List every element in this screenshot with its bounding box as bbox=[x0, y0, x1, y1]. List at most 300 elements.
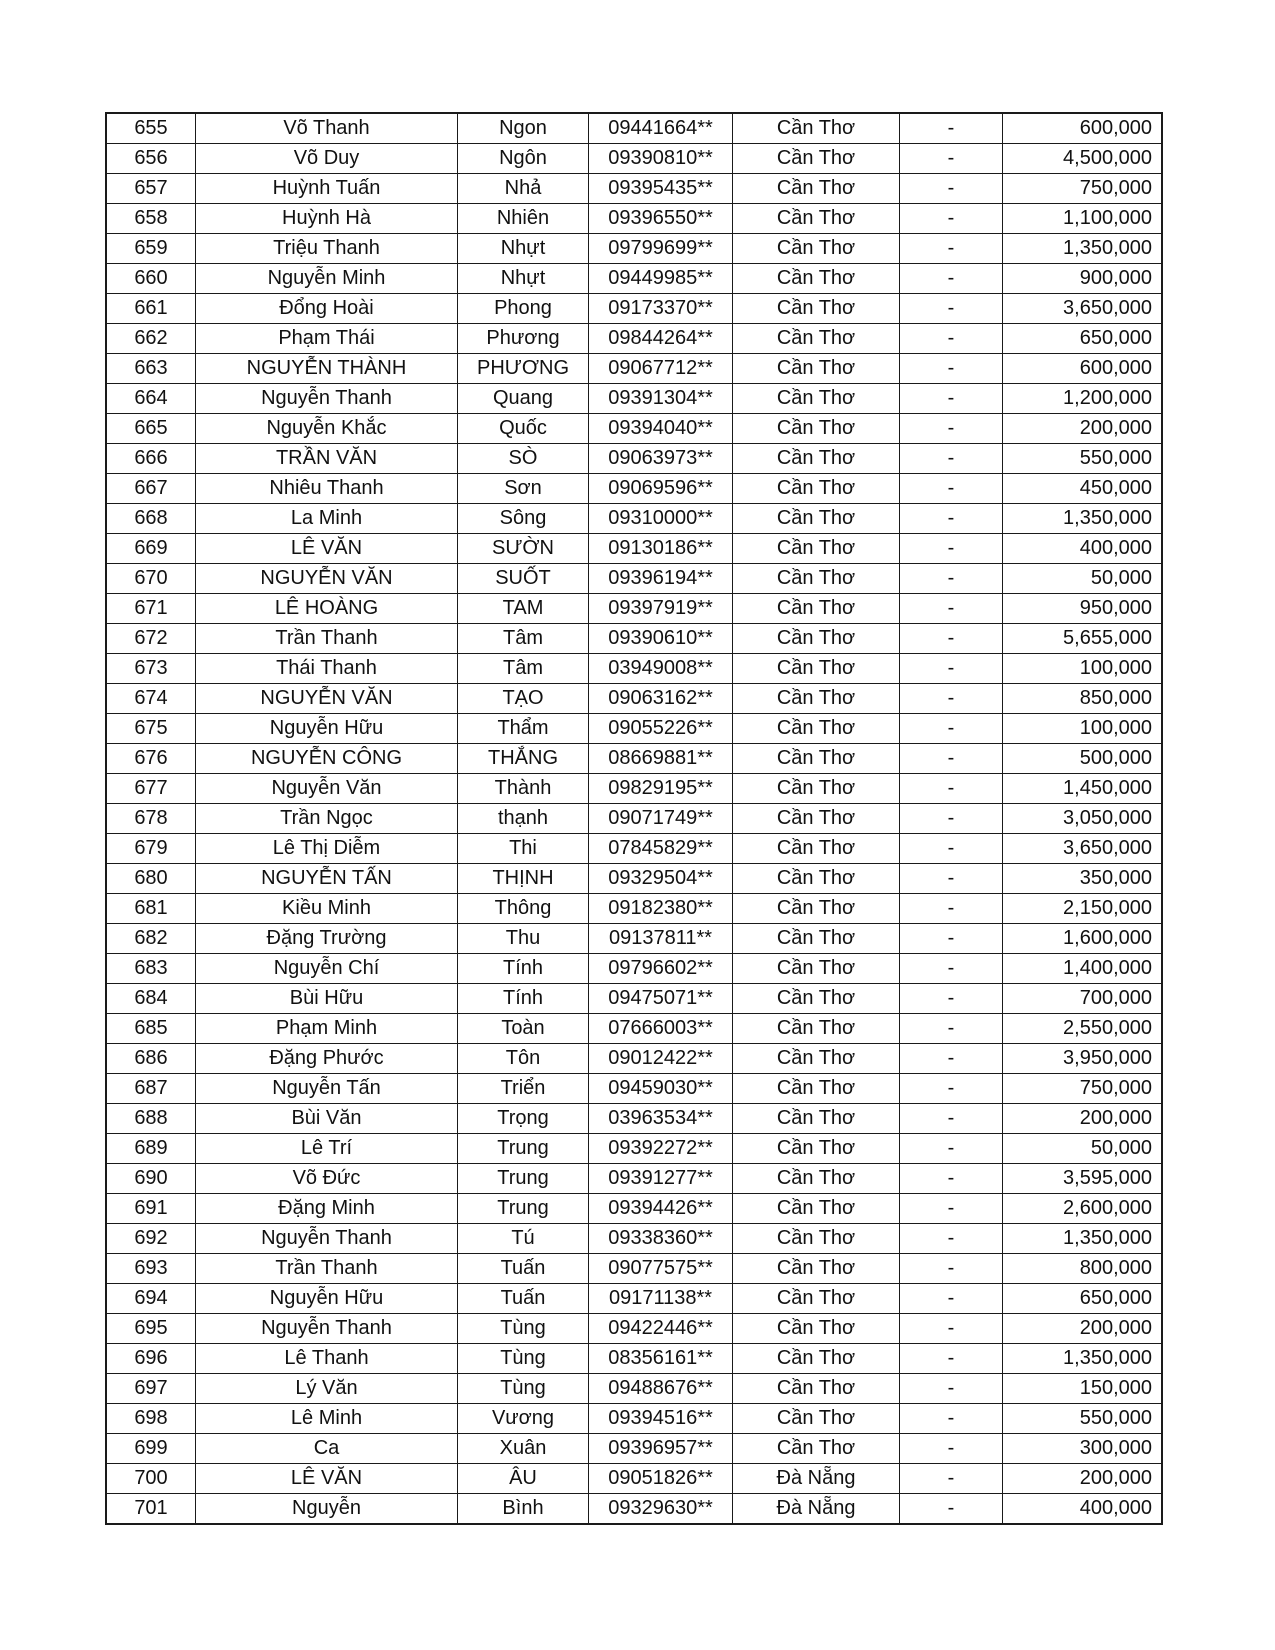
note-cell: - bbox=[900, 144, 1003, 174]
note-cell: - bbox=[900, 714, 1003, 744]
last-name-cell: Đặng Phước bbox=[196, 1044, 458, 1074]
phone-number-cell: 09397919** bbox=[589, 594, 733, 624]
phone-number-cell: 09051826** bbox=[589, 1464, 733, 1494]
last-name-cell: Ca bbox=[196, 1434, 458, 1464]
amount-cell: 900,000 bbox=[1003, 264, 1163, 294]
phone-number-cell: 09310000** bbox=[589, 504, 733, 534]
amount-cell: 200,000 bbox=[1003, 1464, 1163, 1494]
table-row bbox=[106, 1284, 1162, 1314]
row-number-cell: 695 bbox=[106, 1314, 196, 1344]
amount-cell: 650,000 bbox=[1003, 1284, 1163, 1314]
table-row bbox=[106, 924, 1162, 954]
table-row bbox=[106, 834, 1162, 864]
first-name-cell: THỊNH bbox=[458, 864, 589, 894]
first-name-cell: SUỐT bbox=[458, 564, 589, 594]
city-cell: Cần Thơ bbox=[733, 774, 900, 804]
table-row bbox=[106, 1494, 1162, 1525]
first-name-cell: Tuấn bbox=[458, 1254, 589, 1284]
amount-cell: 1,350,000 bbox=[1003, 504, 1163, 534]
last-name-cell: NGUYỄN VĂN bbox=[196, 684, 458, 714]
phone-number-cell: 09069596** bbox=[589, 474, 733, 504]
note-cell: - bbox=[900, 1074, 1003, 1104]
note-cell: - bbox=[900, 444, 1003, 474]
table-row bbox=[106, 1104, 1162, 1134]
city-cell: Cần Thơ bbox=[733, 1074, 900, 1104]
table-row bbox=[106, 1194, 1162, 1224]
amount-cell: 2,150,000 bbox=[1003, 894, 1163, 924]
note-cell: - bbox=[900, 1374, 1003, 1404]
last-name-cell: Nguyễn Thanh bbox=[196, 384, 458, 414]
table-row bbox=[106, 1374, 1162, 1404]
first-name-cell: Ngôn bbox=[458, 144, 589, 174]
phone-number-cell: 09394426** bbox=[589, 1194, 733, 1224]
amount-cell: 850,000 bbox=[1003, 684, 1163, 714]
first-name-cell: Bình bbox=[458, 1494, 589, 1525]
first-name-cell: thạnh bbox=[458, 804, 589, 834]
phone-number-cell: 09396194** bbox=[589, 564, 733, 594]
table-row bbox=[106, 564, 1162, 594]
row-number-cell: 660 bbox=[106, 264, 196, 294]
amount-cell: 950,000 bbox=[1003, 594, 1163, 624]
table-row bbox=[106, 984, 1162, 1014]
table-row bbox=[106, 864, 1162, 894]
phone-number-cell: 03963534** bbox=[589, 1104, 733, 1134]
amount-cell: 5,655,000 bbox=[1003, 624, 1163, 654]
table-row bbox=[106, 1314, 1162, 1344]
note-cell: - bbox=[900, 1224, 1003, 1254]
first-name-cell: Quốc bbox=[458, 414, 589, 444]
city-cell: Cần Thơ bbox=[733, 264, 900, 294]
first-name-cell: PHƯƠNG bbox=[458, 354, 589, 384]
phone-number-cell: 09475071** bbox=[589, 984, 733, 1014]
city-cell: Cần Thơ bbox=[733, 564, 900, 594]
first-name-cell: Phong bbox=[458, 294, 589, 324]
last-name-cell: NGUYỄN TẤN bbox=[196, 864, 458, 894]
last-name-cell: Huỳnh Hà bbox=[196, 204, 458, 234]
note-cell: - bbox=[900, 264, 1003, 294]
phone-number-cell: 09796602** bbox=[589, 954, 733, 984]
phone-number-cell: 09329504** bbox=[589, 864, 733, 894]
amount-cell: 3,950,000 bbox=[1003, 1044, 1163, 1074]
first-name-cell: Trọng bbox=[458, 1104, 589, 1134]
last-name-cell: Võ Duy bbox=[196, 144, 458, 174]
row-number-cell: 700 bbox=[106, 1464, 196, 1494]
last-name-cell: Nguyễn Văn bbox=[196, 774, 458, 804]
amount-cell: 550,000 bbox=[1003, 444, 1163, 474]
note-cell: - bbox=[900, 654, 1003, 684]
row-number-cell: 690 bbox=[106, 1164, 196, 1194]
amount-cell: 200,000 bbox=[1003, 1104, 1163, 1134]
note-cell: - bbox=[900, 324, 1003, 354]
note-cell: - bbox=[900, 113, 1003, 144]
first-name-cell: Vương bbox=[458, 1404, 589, 1434]
table-row bbox=[106, 714, 1162, 744]
phone-number-cell: 08356161** bbox=[589, 1344, 733, 1374]
first-name-cell: Thẩm bbox=[458, 714, 589, 744]
amount-cell: 3,650,000 bbox=[1003, 294, 1163, 324]
last-name-cell: NGUYỄN VĂN bbox=[196, 564, 458, 594]
table-row bbox=[106, 534, 1162, 564]
amount-cell: 400,000 bbox=[1003, 534, 1163, 564]
phone-number-cell: 09171138** bbox=[589, 1284, 733, 1314]
row-number-cell: 681 bbox=[106, 894, 196, 924]
city-cell: Cần Thơ bbox=[733, 204, 900, 234]
table-row bbox=[106, 1254, 1162, 1284]
row-number-cell: 698 bbox=[106, 1404, 196, 1434]
table-row bbox=[106, 1014, 1162, 1044]
row-number-cell: 688 bbox=[106, 1104, 196, 1134]
first-name-cell: Thu bbox=[458, 924, 589, 954]
row-number-cell: 676 bbox=[106, 744, 196, 774]
last-name-cell: Võ Thanh bbox=[196, 113, 458, 144]
last-name-cell: NGUYỄN CÔNG bbox=[196, 744, 458, 774]
row-number-cell: 670 bbox=[106, 564, 196, 594]
city-cell: Cần Thơ bbox=[733, 1224, 900, 1254]
note-cell: - bbox=[900, 1464, 1003, 1494]
note-cell: - bbox=[900, 744, 1003, 774]
row-number-cell: 663 bbox=[106, 354, 196, 384]
phone-number-cell: 09396957** bbox=[589, 1434, 733, 1464]
amount-cell: 100,000 bbox=[1003, 654, 1163, 684]
first-name-cell: TẠO bbox=[458, 684, 589, 714]
note-cell: - bbox=[900, 1044, 1003, 1074]
table-row bbox=[106, 744, 1162, 774]
note-cell: - bbox=[900, 504, 1003, 534]
amount-cell: 1,350,000 bbox=[1003, 1344, 1163, 1374]
row-number-cell: 687 bbox=[106, 1074, 196, 1104]
note-cell: - bbox=[900, 1014, 1003, 1044]
table-row bbox=[106, 654, 1162, 684]
row-number-cell: 669 bbox=[106, 534, 196, 564]
phone-number-cell: 09395435** bbox=[589, 174, 733, 204]
last-name-cell: NGUYỄN THÀNH bbox=[196, 354, 458, 384]
table-row bbox=[106, 504, 1162, 534]
note-cell: - bbox=[900, 204, 1003, 234]
phone-number-cell: 07666003** bbox=[589, 1014, 733, 1044]
phone-number-cell: 09391277** bbox=[589, 1164, 733, 1194]
city-cell: Đà Nẵng bbox=[733, 1494, 900, 1525]
note-cell: - bbox=[900, 1434, 1003, 1464]
first-name-cell: Tâm bbox=[458, 654, 589, 684]
city-cell: Đà Nẵng bbox=[733, 1464, 900, 1494]
row-number-cell: 684 bbox=[106, 984, 196, 1014]
amount-cell: 50,000 bbox=[1003, 1134, 1163, 1164]
table-row bbox=[106, 594, 1162, 624]
amount-cell: 450,000 bbox=[1003, 474, 1163, 504]
last-name-cell: Võ Đức bbox=[196, 1164, 458, 1194]
table-row bbox=[106, 444, 1162, 474]
last-name-cell: Phạm Thái bbox=[196, 324, 458, 354]
first-name-cell: Trung bbox=[458, 1164, 589, 1194]
first-name-cell: THẮNG bbox=[458, 744, 589, 774]
city-cell: Cần Thơ bbox=[733, 1374, 900, 1404]
row-number-cell: 657 bbox=[106, 174, 196, 204]
city-cell: Cần Thơ bbox=[733, 684, 900, 714]
note-cell: - bbox=[900, 1254, 1003, 1284]
row-number-cell: 666 bbox=[106, 444, 196, 474]
city-cell: Cần Thơ bbox=[733, 1314, 900, 1344]
first-name-cell: TAM bbox=[458, 594, 589, 624]
note-cell: - bbox=[900, 174, 1003, 204]
table-row bbox=[106, 1464, 1162, 1494]
first-name-cell: Nhiên bbox=[458, 204, 589, 234]
note-cell: - bbox=[900, 384, 1003, 414]
last-name-cell: Thái Thanh bbox=[196, 654, 458, 684]
row-number-cell: 668 bbox=[106, 504, 196, 534]
last-name-cell: Nguyễn Minh bbox=[196, 264, 458, 294]
amount-cell: 1,200,000 bbox=[1003, 384, 1163, 414]
first-name-cell: Tính bbox=[458, 984, 589, 1014]
row-number-cell: 689 bbox=[106, 1134, 196, 1164]
note-cell: - bbox=[900, 1104, 1003, 1134]
amount-cell: 600,000 bbox=[1003, 354, 1163, 384]
phone-number-cell: 09459030** bbox=[589, 1074, 733, 1104]
city-cell: Cần Thơ bbox=[733, 504, 900, 534]
amount-cell: 200,000 bbox=[1003, 414, 1163, 444]
note-cell: - bbox=[900, 834, 1003, 864]
row-number-cell: 683 bbox=[106, 954, 196, 984]
last-name-cell: Nguyễn Chí bbox=[196, 954, 458, 984]
city-cell: Cần Thơ bbox=[733, 1434, 900, 1464]
amount-cell: 350,000 bbox=[1003, 864, 1163, 894]
first-name-cell: Thông bbox=[458, 894, 589, 924]
last-name-cell: Lê Minh bbox=[196, 1404, 458, 1434]
row-number-cell: 679 bbox=[106, 834, 196, 864]
phone-number-cell: 09844264** bbox=[589, 324, 733, 354]
phone-number-cell: 09829195** bbox=[589, 774, 733, 804]
first-name-cell: Tú bbox=[458, 1224, 589, 1254]
last-name-cell: Đặng Trường bbox=[196, 924, 458, 954]
city-cell: Cần Thơ bbox=[733, 1104, 900, 1134]
last-name-cell: Nguyễn Hữu bbox=[196, 714, 458, 744]
first-name-cell: Tôn bbox=[458, 1044, 589, 1074]
row-number-cell: 699 bbox=[106, 1434, 196, 1464]
phone-number-cell: 09137811** bbox=[589, 924, 733, 954]
first-name-cell: Trung bbox=[458, 1194, 589, 1224]
phone-number-cell: 09396550** bbox=[589, 204, 733, 234]
phone-number-cell: 09077575** bbox=[589, 1254, 733, 1284]
amount-cell: 500,000 bbox=[1003, 744, 1163, 774]
city-cell: Cần Thơ bbox=[733, 324, 900, 354]
last-name-cell: LÊ VĂN bbox=[196, 534, 458, 564]
row-number-cell: 696 bbox=[106, 1344, 196, 1374]
row-number-cell: 680 bbox=[106, 864, 196, 894]
first-name-cell: ÂU bbox=[458, 1464, 589, 1494]
table-row bbox=[106, 474, 1162, 504]
note-cell: - bbox=[900, 534, 1003, 564]
row-number-cell: 693 bbox=[106, 1254, 196, 1284]
last-name-cell: Lê Trí bbox=[196, 1134, 458, 1164]
note-cell: - bbox=[900, 864, 1003, 894]
donor-table bbox=[105, 112, 1163, 1525]
city-cell: Cần Thơ bbox=[733, 1194, 900, 1224]
row-number-cell: 664 bbox=[106, 384, 196, 414]
city-cell: Cần Thơ bbox=[733, 834, 900, 864]
last-name-cell: Trần Thanh bbox=[196, 624, 458, 654]
row-number-cell: 697 bbox=[106, 1374, 196, 1404]
phone-number-cell: 09391304** bbox=[589, 384, 733, 414]
amount-cell: 700,000 bbox=[1003, 984, 1163, 1014]
amount-cell: 600,000 bbox=[1003, 113, 1163, 144]
city-cell: Cần Thơ bbox=[733, 1164, 900, 1194]
last-name-cell: Huỳnh Tuấn bbox=[196, 174, 458, 204]
city-cell: Cần Thơ bbox=[733, 1044, 900, 1074]
amount-cell: 550,000 bbox=[1003, 1404, 1163, 1434]
table-row bbox=[106, 1434, 1162, 1464]
amount-cell: 300,000 bbox=[1003, 1434, 1163, 1464]
row-number-cell: 682 bbox=[106, 924, 196, 954]
phone-number-cell: 09422446** bbox=[589, 1314, 733, 1344]
amount-cell: 800,000 bbox=[1003, 1254, 1163, 1284]
first-name-cell: SƯỜN bbox=[458, 534, 589, 564]
note-cell: - bbox=[900, 294, 1003, 324]
first-name-cell: Xuân bbox=[458, 1434, 589, 1464]
note-cell: - bbox=[900, 1494, 1003, 1525]
first-name-cell: Toàn bbox=[458, 1014, 589, 1044]
city-cell: Cần Thơ bbox=[733, 624, 900, 654]
row-number-cell: 665 bbox=[106, 414, 196, 444]
city-cell: Cần Thơ bbox=[733, 384, 900, 414]
city-cell: Cần Thơ bbox=[733, 414, 900, 444]
first-name-cell: Nhựt bbox=[458, 234, 589, 264]
table-row bbox=[106, 144, 1162, 174]
city-cell: Cần Thơ bbox=[733, 804, 900, 834]
phone-number-cell: 09067712** bbox=[589, 354, 733, 384]
amount-cell: 150,000 bbox=[1003, 1374, 1163, 1404]
city-cell: Cần Thơ bbox=[733, 954, 900, 984]
amount-cell: 750,000 bbox=[1003, 1074, 1163, 1104]
last-name-cell: Đặng Minh bbox=[196, 1194, 458, 1224]
table-row bbox=[106, 384, 1162, 414]
note-cell: - bbox=[900, 234, 1003, 264]
city-cell: Cần Thơ bbox=[733, 894, 900, 924]
table-row bbox=[106, 804, 1162, 834]
first-name-cell: Quang bbox=[458, 384, 589, 414]
city-cell: Cần Thơ bbox=[733, 594, 900, 624]
row-number-cell: 655 bbox=[106, 113, 196, 144]
first-name-cell: Tuấn bbox=[458, 1284, 589, 1314]
table-row bbox=[106, 624, 1162, 654]
first-name-cell: Thành bbox=[458, 774, 589, 804]
row-number-cell: 667 bbox=[106, 474, 196, 504]
city-cell: Cần Thơ bbox=[733, 294, 900, 324]
city-cell: Cần Thơ bbox=[733, 1344, 900, 1374]
row-number-cell: 678 bbox=[106, 804, 196, 834]
note-cell: - bbox=[900, 984, 1003, 1014]
city-cell: Cần Thơ bbox=[733, 714, 900, 744]
phone-number-cell: 07845829** bbox=[589, 834, 733, 864]
city-cell: Cần Thơ bbox=[733, 924, 900, 954]
city-cell: Cần Thơ bbox=[733, 144, 900, 174]
amount-cell: 1,100,000 bbox=[1003, 204, 1163, 234]
note-cell: - bbox=[900, 954, 1003, 984]
last-name-cell: Nguyễn Khắc bbox=[196, 414, 458, 444]
last-name-cell: Lê Thị Diễm bbox=[196, 834, 458, 864]
table-row bbox=[106, 234, 1162, 264]
first-name-cell: Tùng bbox=[458, 1374, 589, 1404]
table-row bbox=[106, 1404, 1162, 1434]
amount-cell: 1,450,000 bbox=[1003, 774, 1163, 804]
amount-cell: 650,000 bbox=[1003, 324, 1163, 354]
row-number-cell: 701 bbox=[106, 1494, 196, 1525]
table-body bbox=[106, 113, 1162, 1524]
first-name-cell: Phương bbox=[458, 324, 589, 354]
table-row bbox=[106, 354, 1162, 384]
table-row bbox=[106, 1044, 1162, 1074]
city-cell: Cần Thơ bbox=[733, 1284, 900, 1314]
city-cell: Cần Thơ bbox=[733, 534, 900, 564]
first-name-cell: Triển bbox=[458, 1074, 589, 1104]
phone-number-cell: 09130186** bbox=[589, 534, 733, 564]
city-cell: Cần Thơ bbox=[733, 984, 900, 1014]
table-row bbox=[106, 294, 1162, 324]
first-name-cell: Tùng bbox=[458, 1314, 589, 1344]
phone-number-cell: 09799699** bbox=[589, 234, 733, 264]
amount-cell: 50,000 bbox=[1003, 564, 1163, 594]
phone-number-cell: 09055226** bbox=[589, 714, 733, 744]
row-number-cell: 656 bbox=[106, 144, 196, 174]
note-cell: - bbox=[900, 924, 1003, 954]
city-cell: Cần Thơ bbox=[733, 864, 900, 894]
phone-number-cell: 09390810** bbox=[589, 144, 733, 174]
table-row bbox=[106, 324, 1162, 354]
row-number-cell: 692 bbox=[106, 1224, 196, 1254]
first-name-cell: Sông bbox=[458, 504, 589, 534]
phone-number-cell: 09012422** bbox=[589, 1044, 733, 1074]
phone-number-cell: 09392272** bbox=[589, 1134, 733, 1164]
first-name-cell: Trung bbox=[458, 1134, 589, 1164]
note-cell: - bbox=[900, 1344, 1003, 1374]
row-number-cell: 661 bbox=[106, 294, 196, 324]
amount-cell: 100,000 bbox=[1003, 714, 1163, 744]
row-number-cell: 673 bbox=[106, 654, 196, 684]
last-name-cell: Đổng Hoài bbox=[196, 294, 458, 324]
phone-number-cell: 09063973** bbox=[589, 444, 733, 474]
phone-number-cell: 09441664** bbox=[589, 113, 733, 144]
city-cell: Cần Thơ bbox=[733, 1134, 900, 1164]
row-number-cell: 691 bbox=[106, 1194, 196, 1224]
row-number-cell: 658 bbox=[106, 204, 196, 234]
phone-number-cell: 03949008** bbox=[589, 654, 733, 684]
amount-cell: 1,600,000 bbox=[1003, 924, 1163, 954]
row-number-cell: 659 bbox=[106, 234, 196, 264]
city-cell: Cần Thơ bbox=[733, 354, 900, 384]
last-name-cell: Nguyễn Tấn bbox=[196, 1074, 458, 1104]
table-row bbox=[106, 113, 1162, 144]
first-name-cell: Thi bbox=[458, 834, 589, 864]
note-cell: - bbox=[900, 894, 1003, 924]
note-cell: - bbox=[900, 594, 1003, 624]
row-number-cell: 677 bbox=[106, 774, 196, 804]
phone-number-cell: 09338360** bbox=[589, 1224, 733, 1254]
amount-cell: 4,500,000 bbox=[1003, 144, 1163, 174]
amount-cell: 1,350,000 bbox=[1003, 234, 1163, 264]
city-cell: Cần Thơ bbox=[733, 234, 900, 264]
table-row bbox=[106, 1074, 1162, 1104]
phone-number-cell: 09173370** bbox=[589, 294, 733, 324]
note-cell: - bbox=[900, 624, 1003, 654]
last-name-cell: Nguyễn Thanh bbox=[196, 1314, 458, 1344]
amount-cell: 1,350,000 bbox=[1003, 1224, 1163, 1254]
note-cell: - bbox=[900, 1164, 1003, 1194]
last-name-cell: Bùi Hữu bbox=[196, 984, 458, 1014]
city-cell: Cần Thơ bbox=[733, 174, 900, 204]
last-name-cell: TRẦN VĂN bbox=[196, 444, 458, 474]
city-cell: Cần Thơ bbox=[733, 113, 900, 144]
row-number-cell: 694 bbox=[106, 1284, 196, 1314]
table-row bbox=[106, 1164, 1162, 1194]
first-name-cell: Tùng bbox=[458, 1344, 589, 1374]
